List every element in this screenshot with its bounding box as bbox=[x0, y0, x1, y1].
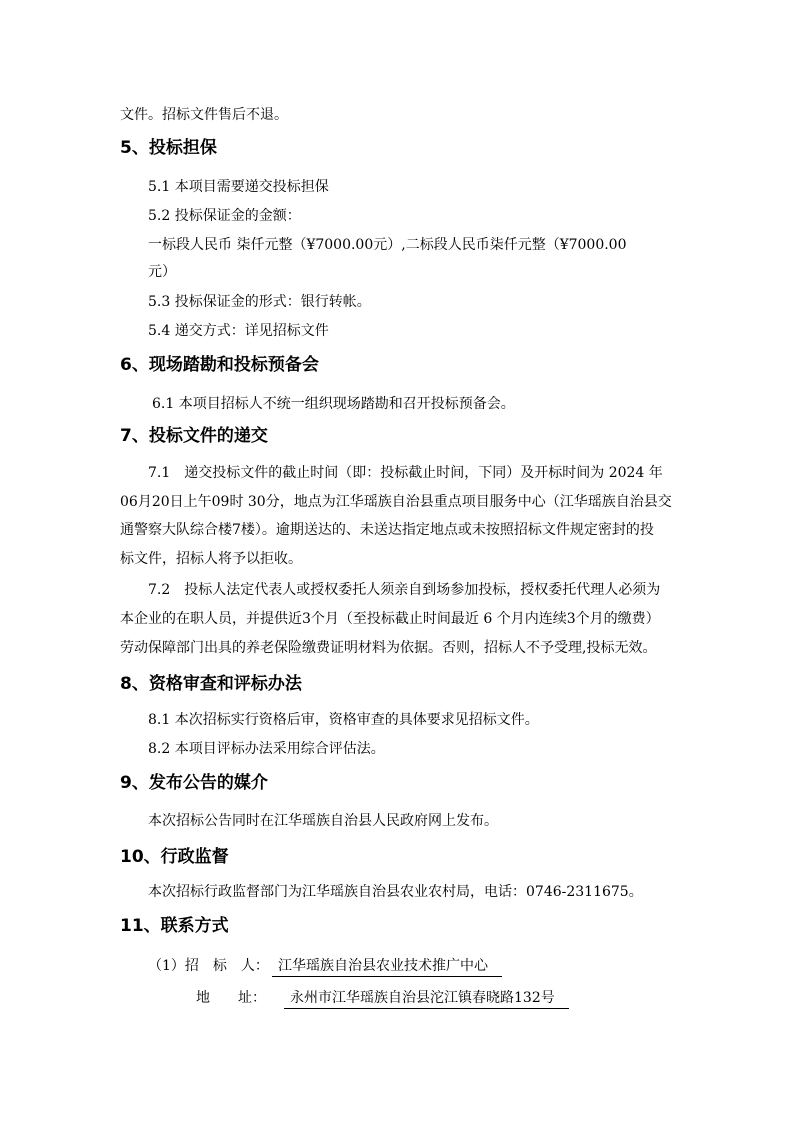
supervision-statement: 本次招标行政监督部门为江华瑶族自治县农业农村局，电话：0746-2311675。 bbox=[148, 884, 643, 900]
tenderer-label: （1）招 标 人： bbox=[148, 958, 269, 974]
section-6-heading: 6、现场踏勘和投标预备会 bbox=[120, 355, 319, 375]
address-value: 永州市江华瑶族自治县沱江镇春晓路132号 bbox=[284, 988, 569, 1009]
tenderer-value: 江华瑶族自治县农业技术推广中心 bbox=[272, 956, 502, 977]
item-5-1: 5.1 本项目需要递交投标担保 bbox=[148, 179, 329, 195]
item-7-2-line-3: 劳动保障部门出具的养老保险缴费证明材料为依据。否则，招标人不予受理,投标无效。 bbox=[120, 640, 657, 656]
section-7-heading: 7、投标文件的递交 bbox=[120, 426, 268, 446]
section-11-heading: 11、联系方式 bbox=[120, 916, 229, 936]
section-8-heading: 8、资格审查和评标办法 bbox=[120, 674, 302, 694]
address-label: 地 址： bbox=[196, 990, 266, 1006]
section-10-heading: 10、行政监督 bbox=[120, 847, 229, 867]
item-7-1-line-2: 06月20日上午09时 30分，地点为江华瑶族自治县重点项目服务中心（江华瑶族自治县交 bbox=[120, 494, 672, 510]
section-9-heading: 9、发布公告的媒介 bbox=[120, 773, 268, 793]
item-7-1-line-3: 通警察大队综合楼7楼）。逾期送达的、未送达指定地点或未按照招标文件规定密封的投 bbox=[120, 522, 654, 538]
deposit-amount-line-2: 元） bbox=[148, 264, 176, 280]
section-5-heading: 5、投标担保 bbox=[120, 138, 217, 158]
item-6-1: 6.1 本项目招标人不统一组织现场踏勘和召开投标预备会。 bbox=[152, 396, 515, 412]
item-8-1: 8.1 本次招标实行资格后审，资格审查的具体要求见招标文件。 bbox=[148, 712, 539, 728]
media-statement: 本次招标公告同时在江华瑶族自治县人民政府网上发布。 bbox=[148, 813, 498, 829]
item-7-2-line-1: 7.2 投标人法定代表人或授权委托人须亲自到场参加投标，授权委托代理人必须为 bbox=[148, 582, 661, 598]
item-5-2: 5.2 投标保证金的金额： bbox=[148, 208, 301, 224]
item-7-1-line-4: 标文件，招标人将予以拒收。 bbox=[120, 551, 302, 567]
item-5-4: 5.4 递交方式：详见招标文件 bbox=[148, 323, 329, 339]
item-5-3: 5.3 投标保证金的形式：银行转帐。 bbox=[148, 294, 371, 310]
item-7-1-line-1: 7.1 递交投标文件的截止时间（即：投标截止时间，下同）及开标时间为 2024 年 bbox=[148, 465, 663, 481]
deposit-amount-line-1: 一标段人民币 柒仟元整（¥7000.00元）,二标段人民币柒仟元整（¥7000.00 bbox=[148, 237, 627, 253]
continued-text-line: 文件。招标文件售后不退。 bbox=[120, 107, 288, 123]
item-7-2-line-2: 本企业的在职人员，并提供近3个月（至投标截止时间最近 6 个月内连续3个月的缴费） bbox=[120, 611, 660, 627]
item-8-2: 8.2 本项目评标办法采用综合评估法。 bbox=[148, 741, 385, 757]
